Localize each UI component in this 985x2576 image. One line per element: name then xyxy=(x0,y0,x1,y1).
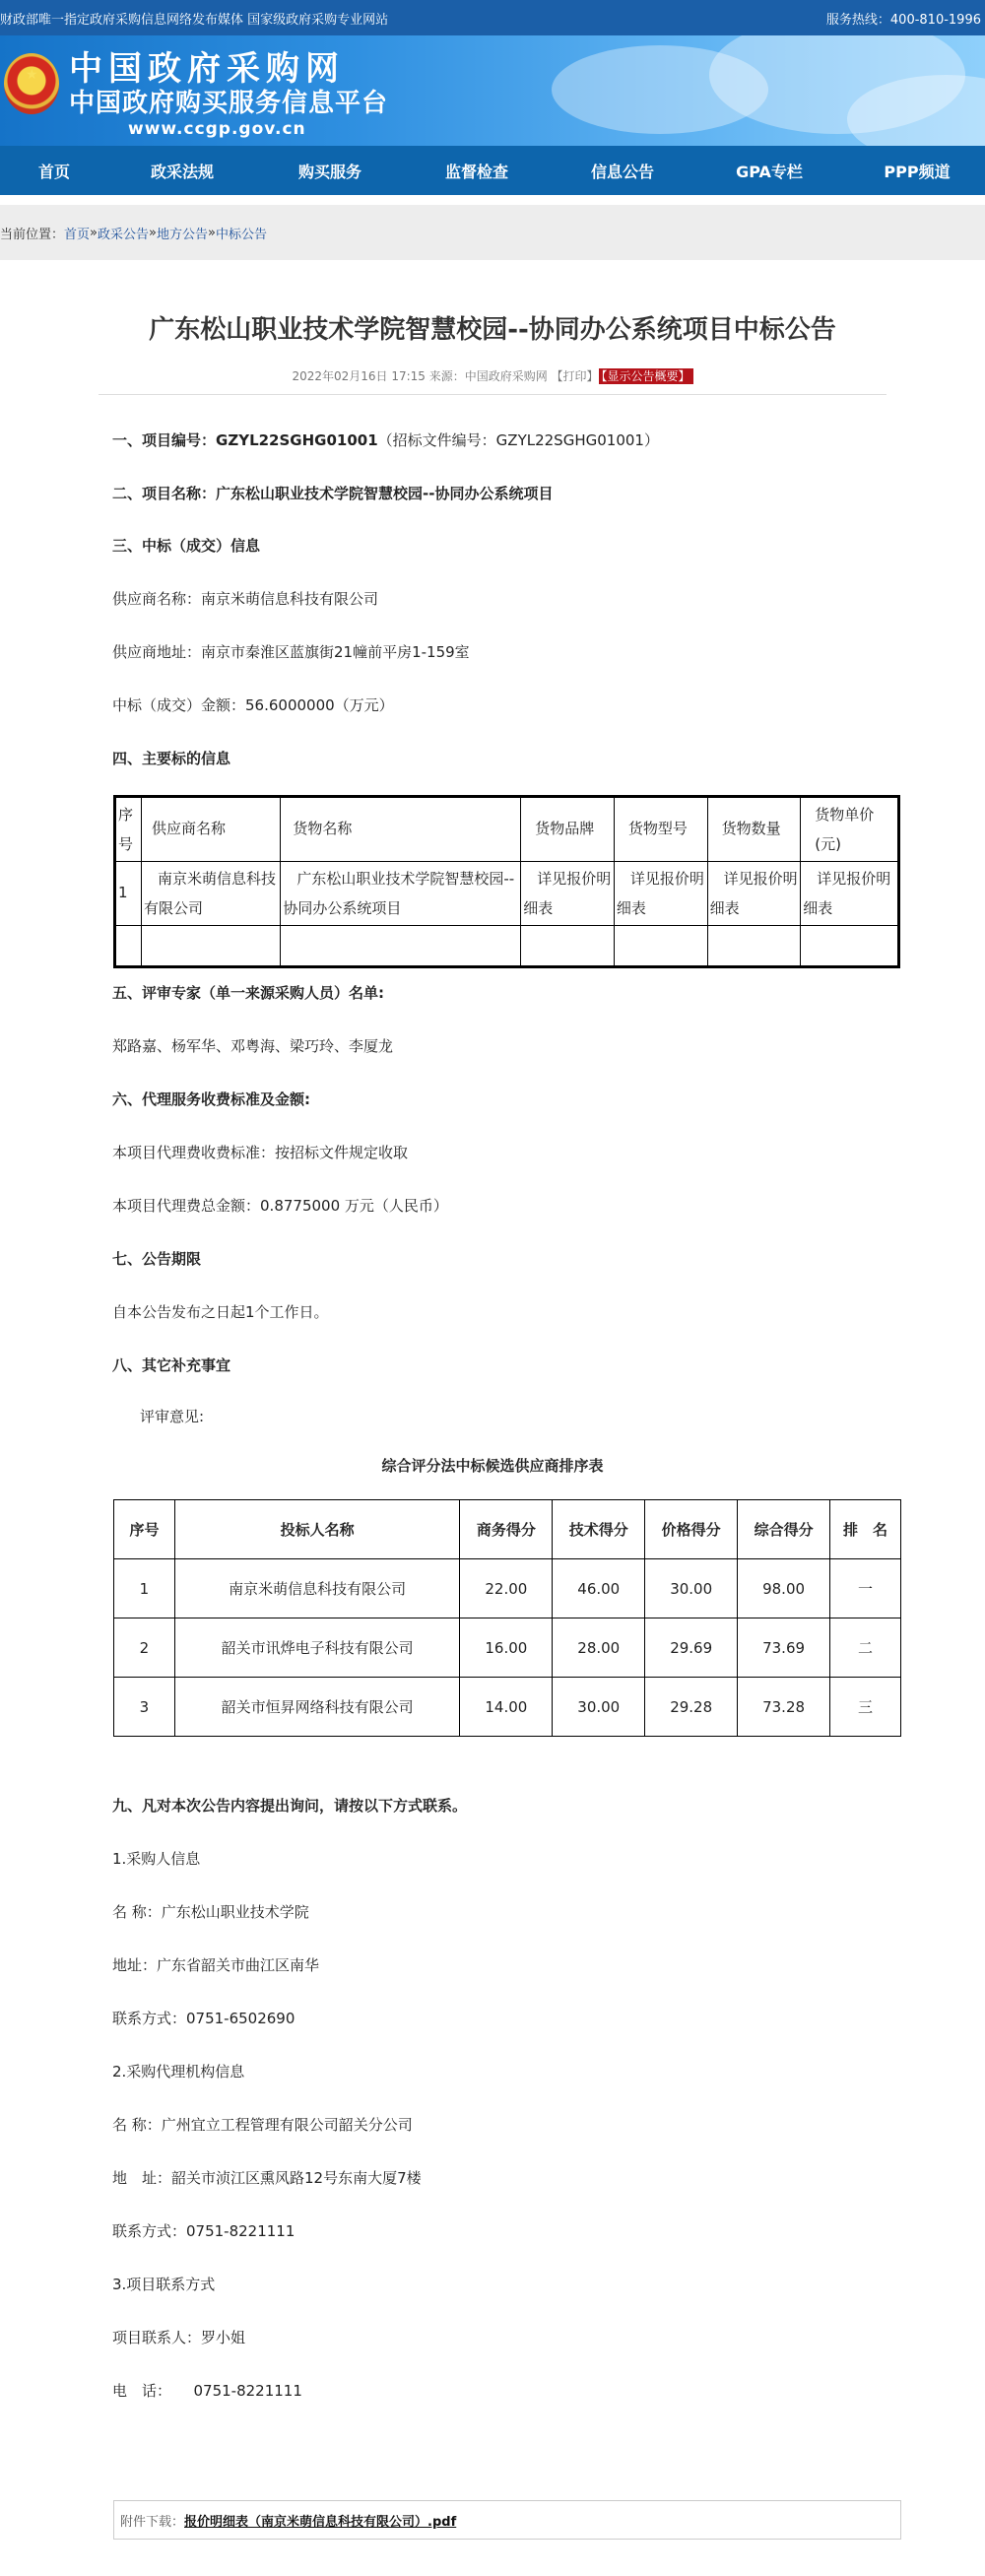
table-cell: 详见报价明细表 xyxy=(521,862,615,926)
table-cell: 46.00 xyxy=(553,1559,645,1618)
nav-purchase-services[interactable]: 购买服务 xyxy=(297,162,361,181)
table-cell: 南京米萌信息科技有限公司 xyxy=(174,1559,460,1618)
table-header-cell: 序号 xyxy=(115,797,142,862)
breadcrumb-prefix: 当前位置： xyxy=(0,227,65,242)
title-divider xyxy=(98,394,886,395)
table-row xyxy=(114,1678,901,1737)
table-row xyxy=(114,1500,901,1559)
nav-ppp[interactable]: PPP频道 xyxy=(884,162,951,181)
breadcrumb-award[interactable]: 中标公告 xyxy=(215,227,267,242)
table-cell: 1 xyxy=(114,1559,175,1618)
service-hotline: 服务热线：400-810-1996 xyxy=(825,12,981,28)
section-main-items: 四、主要标的信息 xyxy=(112,750,231,767)
table-cell: 30.00 xyxy=(645,1559,738,1618)
table-cell: 29.28 xyxy=(645,1678,738,1737)
breadcrumb-separator: » xyxy=(90,225,98,240)
nav-home[interactable]: 首页 xyxy=(37,162,70,181)
table-row xyxy=(115,797,899,862)
table-header-cell: 价格得分 xyxy=(645,1500,738,1559)
table-header-cell: 排 名 xyxy=(830,1500,901,1559)
table-cell: 1 xyxy=(115,862,142,926)
purchaser-name: 名 称：广东松山职业技术学院 xyxy=(112,1903,309,1921)
table-cell: 22.00 xyxy=(460,1559,553,1618)
notice-meta xyxy=(0,367,985,384)
purchaser-heading: 1.采购人信息 xyxy=(112,1850,201,1868)
attachment-label: 附件下载： xyxy=(120,2514,185,2530)
fee-standard: 本项目代理费收费标准：按招标文件规定收取 xyxy=(112,1144,409,1161)
breadcrumb-separator: » xyxy=(149,225,157,240)
goods-table xyxy=(113,795,900,968)
nav-regulations[interactable]: 政采法规 xyxy=(150,162,214,181)
table-cell: 广东松山职业技术学院智慧校园--协同办公系统项目 xyxy=(281,862,521,926)
section-other: 八、其它补充事宜 xyxy=(112,1356,231,1374)
main-nav xyxy=(0,146,985,195)
project-contact-phone: 电 话： 0751-8221111 xyxy=(112,2382,302,2400)
table-cell: 韶关市讯烨电子科技有限公司 xyxy=(174,1618,460,1678)
attachment-box xyxy=(113,2500,901,2540)
publish-info: 2022年02月16日 17:15 来源：中国政府采购网 【打印】 xyxy=(292,369,599,383)
table-row xyxy=(115,862,899,926)
rank-table-title: 综合评分法中标候选供应商排序表 xyxy=(381,1457,604,1475)
table-cell: 详见报价明细表 xyxy=(801,862,899,926)
national-emblem-icon: ★ xyxy=(4,53,59,114)
site-logo[interactable] xyxy=(69,49,388,140)
purchaser-address: 地址：广东省韶关市曲江区南华 xyxy=(112,1956,320,1974)
table-cell: 73.69 xyxy=(738,1618,830,1678)
breadcrumb-local[interactable]: 地方公告 xyxy=(156,227,208,242)
table-cell: 98.00 xyxy=(738,1559,830,1618)
table-header-cell: 商务得分 xyxy=(460,1500,553,1559)
notice-period: 自本公告发布之日起1个工作日。 xyxy=(112,1303,329,1321)
nav-announcements[interactable]: 信息公告 xyxy=(590,162,654,181)
section-award-info: 三、中标（成交）信息 xyxy=(112,537,261,555)
fee-total: 本项目代理费总金额：0.8775000 万元（人民币） xyxy=(112,1197,448,1215)
table-header-cell: 供应商名称 xyxy=(141,797,280,862)
page-title: 广东松山职业技术学院智慧校园--协同办公系统项目中标公告 xyxy=(149,315,836,345)
logo-url: www.ccgp.gov.cn xyxy=(128,119,306,139)
agency-heading: 2.采购代理机构信息 xyxy=(112,2063,245,2081)
table-cell: 南京米萌信息科技有限公司 xyxy=(141,862,280,926)
table-row xyxy=(115,926,899,967)
section-contact: 九、凡对本次公告内容提出询问，请按以下方式联系。 xyxy=(112,1797,468,1815)
supplier-address: 供应商地址：南京市秦淮区蓝旗街21幢前平房1-159室 xyxy=(112,643,470,661)
breadcrumb-procurement[interactable]: 政采公告 xyxy=(98,227,150,242)
agency-name: 名 称：广州宜立工程管理有限公司韶关分公司 xyxy=(112,2116,413,2134)
table-cell: 29.69 xyxy=(645,1618,738,1678)
attachment-link[interactable]: 报价明细表（南京米萌信息科技有限公司）.pdf xyxy=(184,2514,457,2530)
section-period: 七、公告期限 xyxy=(112,1250,202,1268)
table-cell: 16.00 xyxy=(460,1618,553,1678)
table-cell: 14.00 xyxy=(460,1678,553,1737)
table-row xyxy=(114,1618,901,1678)
table-header-cell: 技术得分 xyxy=(553,1500,645,1559)
table-header-cell: 货物品牌 xyxy=(521,797,615,862)
review-opinion: 评审意见: xyxy=(140,1408,205,1425)
table-header-cell: 货物数量 xyxy=(707,797,801,862)
table-cell: 2 xyxy=(114,1618,175,1678)
award-amount: 中标（成交）金额：56.6000000（万元） xyxy=(112,696,394,714)
table-cell: 详见报价明细表 xyxy=(614,862,707,926)
project-contact-heading: 3.项目联系方式 xyxy=(112,2276,216,2293)
logo-title: 中国政府采购网 xyxy=(69,49,345,89)
table-header-cell: 投标人名称 xyxy=(174,1500,460,1559)
table-cell: 73.28 xyxy=(738,1678,830,1737)
expert-list: 郑路嘉、杨军华、邓粤海、梁巧玲、李厦龙 xyxy=(112,1037,394,1055)
table-cell: 二 xyxy=(830,1618,901,1678)
table-header-cell: 货物名称 xyxy=(281,797,521,862)
section-project-name: 二、项目名称：广东松山职业技术学院智慧校园--协同办公系统项目 xyxy=(112,485,554,502)
section-agency-fee: 六、代理服务收费标准及金额: xyxy=(112,1090,310,1108)
purchaser-phone: 联系方式：0751-6502690 xyxy=(112,2010,296,2027)
table-header-cell: 综合得分 xyxy=(738,1500,830,1559)
show-summary-button[interactable]: 【显示公告概要】 xyxy=(599,368,693,384)
supplier-name: 供应商名称：南京米萌信息科技有限公司 xyxy=(112,590,379,608)
table-cell: 三 xyxy=(830,1678,901,1737)
table-header-cell: 货物型号 xyxy=(614,797,707,862)
agency-phone: 联系方式：0751-8221111 xyxy=(112,2222,296,2240)
table-header-cell: 序号 xyxy=(114,1500,175,1559)
table-cell: 3 xyxy=(114,1678,175,1737)
table-row xyxy=(114,1559,901,1618)
table-cell: 30.00 xyxy=(553,1678,645,1737)
table-cell: 韶关市恒昇网络科技有限公司 xyxy=(174,1678,460,1737)
table-cell: 28.00 xyxy=(553,1618,645,1678)
breadcrumb-home[interactable]: 首页 xyxy=(64,227,91,242)
section-project-number: 一、项目编号：GZYL22SGHG01001（招标文件编号：GZYL22SGHG01001） xyxy=(112,431,659,449)
site-banner xyxy=(0,35,985,146)
section-experts: 五、评审专家（单一来源采购人员）名单: xyxy=(112,984,385,1002)
table-cell: 详见报价明细表 xyxy=(707,862,801,926)
logo-subtitle: 中国政府购买服务信息平台 xyxy=(69,89,389,118)
ranking-table xyxy=(113,1499,901,1737)
table-header-cell: 货物单价(元) xyxy=(801,797,899,862)
top-bar xyxy=(0,0,985,35)
breadcrumb-separator: » xyxy=(208,225,216,240)
site-slogan: 财政部唯一指定政府采购信息网络发布媒体 国家级政府采购专业网站 xyxy=(0,12,389,28)
breadcrumb xyxy=(0,205,985,260)
project-contact-person: 项目联系人：罗小姐 xyxy=(112,2329,246,2346)
nav-supervision[interactable]: 监督检查 xyxy=(444,162,508,181)
table-cell: 一 xyxy=(830,1559,901,1618)
nav-gpa[interactable]: GPA专栏 xyxy=(736,162,803,181)
agency-address: 地 址：韶关市浈江区熏风路12号东南大厦7楼 xyxy=(112,2169,422,2187)
